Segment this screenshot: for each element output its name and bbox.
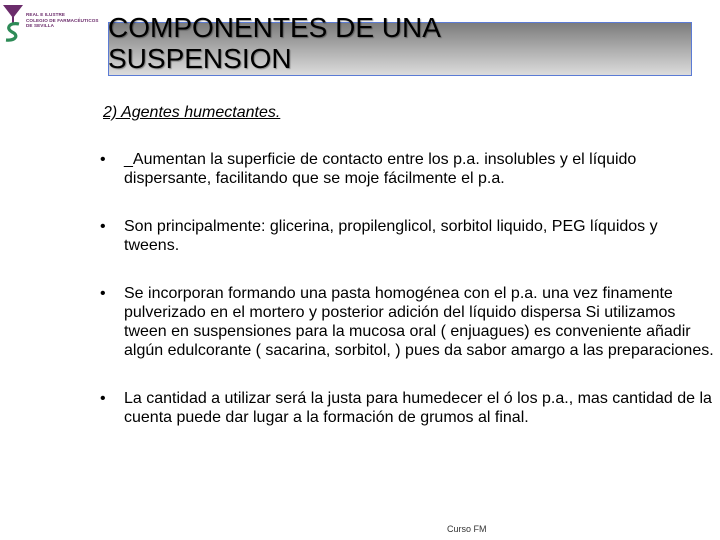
college-logo <box>0 2 110 42</box>
bullet-text: _Aumentan la superficie de contacto entre los p.a. insolubles y el líquido dispersante, facilitando que se moje fácilmente el p.a. <box>124 151 637 187</box>
bullet-text: Son principalmente: glicerina, propilenglicol, sorbitol liquido, PEG líquidos y tweens. <box>124 218 658 254</box>
logo-line-1: REAL E ILUSTRE <box>26 12 66 17</box>
bullet-item <box>100 389 714 427</box>
bullet-list <box>100 150 714 456</box>
footer-label: Curso FM <box>447 524 487 534</box>
logo-text <box>26 12 110 29</box>
bullet-marker: • <box>100 285 106 302</box>
slide-title: COMPONENTES DE UNA SUSPENSION <box>108 12 440 74</box>
bullet-text: La cantidad a utilizar será la justa para humedecer el ó los p.a., mas cantidad de la cuenta puede dar lugar a la formación de grumos al final. <box>124 390 712 426</box>
bullet-marker: • <box>100 151 106 168</box>
logo-line-2: COLEGIO DE FARMACÉUTICOS <box>26 17 99 23</box>
logo-line-3: DE SEVILLA <box>26 23 55 29</box>
pharmacy-cup-icon <box>2 4 24 42</box>
bullet-item <box>100 217 714 255</box>
slide-subtitle: 2) Agentes humectantes. <box>103 104 281 121</box>
bullet-item <box>100 284 714 360</box>
bullet-text: Se incorporan formando una pasta homogénea con el p.a. una vez finamente pulverizado en el mortero y posterior adición del líquido dispersa Si utilizamos tween en suspensiones para la mucosa oral ( enjuagues) es conveniente añadir algún edulcorante ( sacarina, sorbitol, ) pues da sabor amargo a las preparaciones. <box>124 285 714 359</box>
bullet-marker: • <box>100 390 106 407</box>
bullet-marker: • <box>100 218 106 235</box>
bullet-item <box>100 150 714 188</box>
